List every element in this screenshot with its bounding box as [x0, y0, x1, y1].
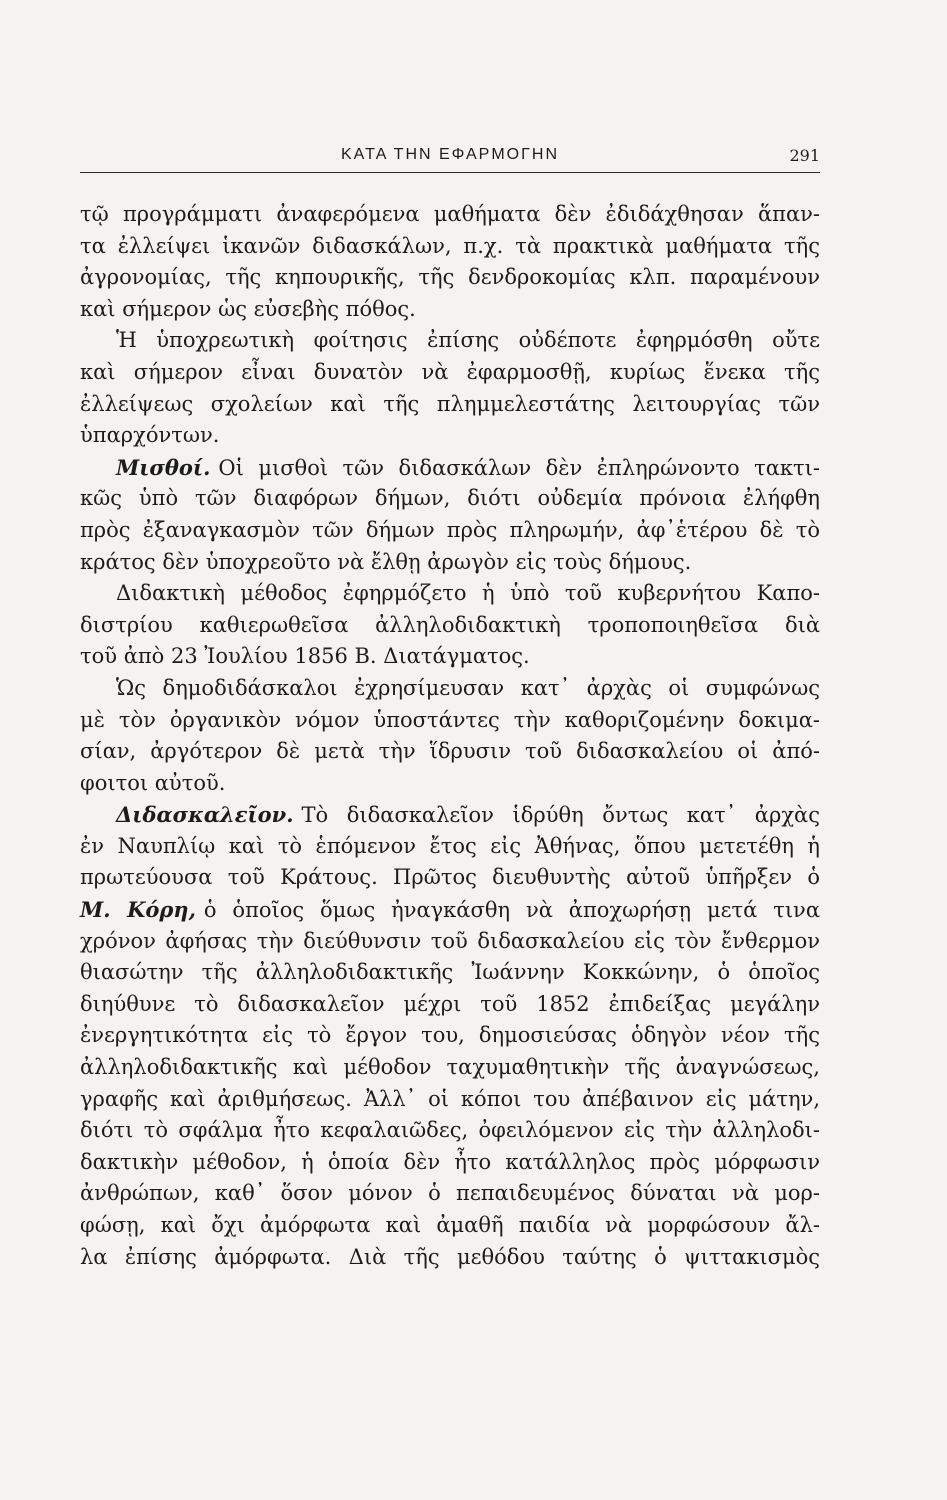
text-line: Μισθοί. Οἱ μισθοὶ τῶν διδασκάλων δὲν ἐπληρώνοντο τακτι-: [116, 454, 820, 480]
text-line: πρὸς ἐξαναγκασμὸν τῶν δήμων πρὸς πληρωμήν, ἀφ᾽ἑτέρου δὲ τὸ: [80, 517, 820, 542]
text-line: δακτικὴν μέθοδον, ἡ ὁποία δὲν ἦτο κατάλληλος πρὸς μόρφωσιν: [80, 1149, 820, 1174]
text-line: διότι τὸ σφάλμα ἦτο κεφαλαιῶδες, ὀφειλόμενον εἰς τὴν ἀλληλοδι-: [80, 1118, 820, 1143]
text-line: χρόνον ἀφήσας τὴν διεύθυνσιν τοῦ διδασκαλείου εἰς τὸν ἔνθερμον: [80, 928, 820, 953]
text-line: λα ἐπίσης ἀμόρφωτα. Διὰ τῆς μεθόδου ταύτης ὁ ψιττακισμὸς: [80, 1244, 820, 1269]
text-line: διστρίου καθιερωθεῖσα ἀλληλοδιδακτικὴ τροποποιηθεῖσα διὰ: [80, 612, 820, 637]
text-line: ἀλληλοδιδακτικῆς καὶ μέθοδον ταχυμαθητικὴν τῆς ἀναγνώσεως,: [80, 1055, 820, 1080]
text-line: διηύθυνε τὸ διδασκαλεῖον μέχρι τοῦ 1852 ἐπιδείξας μεγάλην: [80, 991, 820, 1016]
person-name-m-kori: Μ. Κόρη,: [80, 897, 196, 923]
text-line: φοιτοι αὐτοῦ.: [80, 770, 226, 795]
text-line: ἐν Ναυπλίῳ καὶ τὸ ἑπόμενον ἔτος εἰς Ἀθήνας, ὅπου μετετέθη ἡ: [80, 833, 820, 858]
text-line: τοῦ ἀπὸ 23 Ἰουλίου 1856 Β. Διατάγματος.: [80, 644, 530, 669]
text-line: ἀγρονομίας, τῆς κηπουρικῆς, τῆς δενδροκομίας κλπ. παραμένουν: [80, 265, 820, 290]
text-line: κράτος δὲν ὑποχρεοῦτο νὰ ἔλθῃ ἀρωγὸν εἰς τοὺς δήμους.: [80, 549, 692, 574]
text-line: ἐλλείψεως σχολείων καὶ τῆς πλημμελεστάτης λειτουργίας τῶν: [80, 391, 820, 416]
text-line: ἀνθρώπων, καθ᾽ ὅσον μόνον ὁ πεπαιδευμένος δύναται νὰ μορ-: [80, 1181, 820, 1206]
section-heading-salaries: Μισθοί.: [116, 454, 211, 480]
text-line: φώσῃ, καὶ ὄχι ἀμόρφωτα καὶ ἀμαθῆ παιδία νὰ μορφώσουν ἄλ-: [80, 1213, 820, 1237]
text-line: μὲ τὸν ὀργανικὸν νόμον ὑποστάντες τὴν καθοριζομένην δοκιμα-: [80, 707, 820, 732]
text-line: τα ἐλλείψει ἱκανῶν διδασκάλων, π.χ. τὰ πρακτικὰ μαθήματα τῆς: [80, 233, 820, 258]
text-line: ἐνεργητικότητα εἰς τὸ ἔργον του, δημοσιεύσας ὁδηγὸν νέον τῆς: [80, 1023, 820, 1048]
text-line: καὶ σήμερον ὡς εὐσεβὴς πόθος.: [80, 296, 416, 321]
text-line: Διδακτικὴ μέθοδος ἐφηρμόζετο ἡ ὑπὸ τοῦ κυβερνήτου Καπο-: [116, 581, 820, 606]
text-line: Ἡ ὑποχρεωτικὴ φοίτησις ἐπίσης οὐδέποτε ἐφηρμόσθη οὔτε: [116, 328, 820, 353]
text-line: σίαν, ἀργότερον δὲ μετὰ τὴν ἵδρυσιν τοῦ διδασκαλείου οἱ ἀπό-: [80, 739, 820, 764]
text-line: θιασώτην τῆς ἀλληλοδιδακτικῆς Ἰωάννην Κοκκώνην, ὁ ὁποῖος: [80, 960, 820, 985]
section-heading-teachers-college: Διδασκαλεῖον.: [116, 802, 294, 828]
text-line: κῶς ὑπὸ τῶν διαφόρων δήμων, διότι οὐδεμία πρόνοια ἐλήφθη: [80, 486, 820, 511]
text-line: γραφῆς καὶ ἀριθμήσεως. Ἀλλ᾽ οἱ κόποι του ἀπέβαινον εἰς μάτην,: [80, 1086, 820, 1111]
text-line: τῷ προγράμματι ἀναφερόμενα μαθήματα δὲν ἐδιδάχθησαν ἅπαν-: [80, 202, 820, 226]
text-line: Διδασκαλεῖον. Τὸ διδασκαλεῖον ἱδρύθη ὄντως κατ᾽ ἀρχὰς: [116, 802, 820, 828]
text-line: καὶ σήμερον εἶναι δυνατὸν νὰ ἐφαρμοσθῇ, κυρίως ἕνεκα τῆς: [80, 359, 820, 384]
text-line: Ὡς δημοδιδάσκαλοι ἐχρησίμευσαν κατ᾽ ἀρχὰς οἱ συμφώνως: [116, 675, 820, 700]
text-line: ὑπαρχόντων.: [80, 423, 220, 448]
text-line: πρωτεύουσα τοῦ Κράτους. Πρῶτος διευθυντὴς αὐτοῦ ὑπῆρξεν ὁ: [80, 865, 820, 890]
body-text: [80, 199, 820, 1273]
page-number: 291: [789, 146, 820, 165]
running-header: [80, 146, 820, 173]
text-line: Μ. Κόρη, ὁ ὁποῖος ὅμως ἠναγκάσθη νὰ ἀποχωρήσῃ μετά τινα: [80, 897, 821, 923]
header-title: ΚΑΤΑ ΤΗΝ ΕΦΑΡΜΟΓΗΝ: [340, 146, 560, 163]
